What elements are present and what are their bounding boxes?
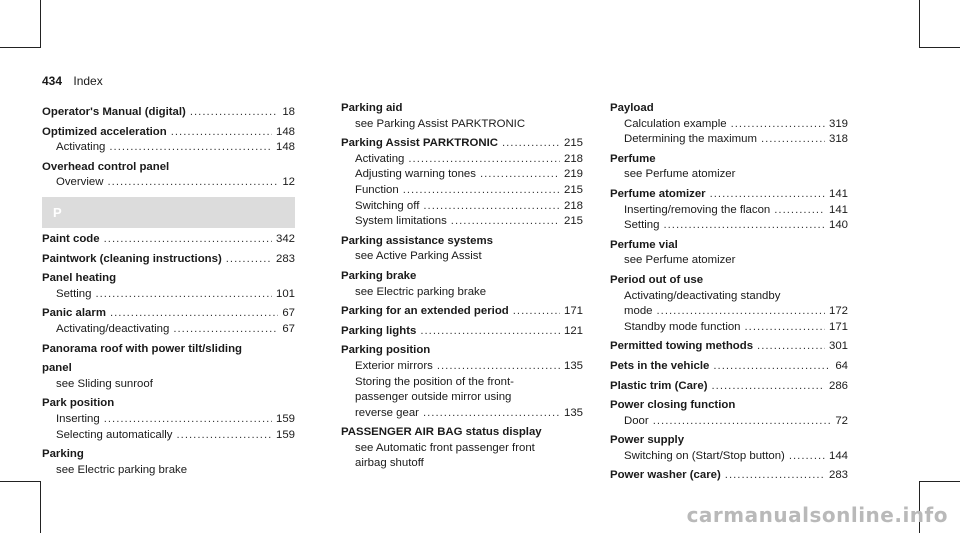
entry-text: Perfume bbox=[610, 152, 656, 165]
index-entry bbox=[42, 232, 295, 248]
entry-text: Power closing function bbox=[610, 399, 736, 412]
page-reference[interactable]: 159 bbox=[275, 412, 295, 425]
dot-leader bbox=[420, 324, 560, 340]
page-header bbox=[42, 74, 103, 88]
dot-leader bbox=[226, 252, 272, 268]
entry-text: Perfume vial bbox=[610, 238, 678, 251]
entry-text: see Electric parking brake bbox=[355, 285, 487, 298]
index-entry-continuation: Storing the position of the front- bbox=[355, 375, 514, 388]
entry-text: Parking brake bbox=[341, 269, 417, 282]
page-reference[interactable]: 141 bbox=[828, 187, 848, 200]
index-entry bbox=[341, 234, 583, 250]
index-subentry bbox=[341, 285, 583, 301]
entry-text: Plastic trim (Care) bbox=[610, 379, 708, 392]
entry-text: Inserting/removing the flacon bbox=[624, 203, 771, 216]
entry-text: Activating bbox=[56, 141, 106, 154]
index-entry bbox=[610, 433, 848, 449]
index-entry bbox=[341, 101, 583, 117]
index-group bbox=[42, 105, 295, 191]
page-reference[interactable]: 141 bbox=[828, 203, 848, 216]
entry-text: Selecting automatically bbox=[56, 428, 173, 441]
page-reference[interactable]: 218 bbox=[563, 152, 583, 165]
page-reference[interactable]: 18 bbox=[282, 106, 295, 118]
entry-text: Panorama roof with power tilt/sliding bbox=[42, 342, 242, 355]
page-reference[interactable]: 67 bbox=[282, 322, 295, 335]
page-reference[interactable]: 283 bbox=[828, 469, 848, 482]
index-subentry bbox=[610, 289, 848, 305]
index-subentry bbox=[341, 183, 583, 199]
crop-mark bbox=[0, 47, 41, 48]
index-entry bbox=[42, 306, 295, 322]
index-subentry bbox=[42, 463, 295, 479]
entry-text: Parking lights bbox=[341, 324, 417, 337]
index-subentry bbox=[610, 167, 848, 183]
page-reference[interactable]: 135 bbox=[563, 406, 583, 419]
index-subentry bbox=[610, 449, 848, 465]
index-subentry bbox=[42, 412, 295, 428]
entry-text: System limitations bbox=[355, 215, 447, 228]
index-group bbox=[42, 232, 295, 478]
dot-leader bbox=[171, 125, 272, 141]
entry-text: Park position bbox=[42, 397, 115, 410]
dot-leader bbox=[745, 320, 825, 336]
page-reference[interactable]: 342 bbox=[275, 232, 295, 245]
dot-leader bbox=[95, 287, 272, 303]
dot-leader bbox=[423, 199, 560, 215]
index-subentry bbox=[341, 359, 583, 375]
entry-text: Exterior mirrors bbox=[355, 359, 433, 372]
dot-leader bbox=[107, 175, 278, 191]
index-entry bbox=[42, 361, 295, 377]
dot-leader bbox=[480, 167, 560, 183]
entry-text: Door bbox=[624, 414, 649, 427]
entry-text: see Parking Assist PARKTRONIC bbox=[355, 117, 526, 130]
dot-leader bbox=[713, 359, 831, 375]
dot-leader bbox=[437, 359, 560, 375]
entry-text: Paint code bbox=[42, 232, 100, 245]
index-subentry bbox=[341, 214, 583, 230]
entry-text: Payload bbox=[610, 102, 654, 114]
page-reference[interactable]: 148 bbox=[275, 141, 295, 154]
index-entry bbox=[42, 342, 295, 358]
dot-leader bbox=[104, 232, 272, 248]
dot-leader bbox=[190, 105, 278, 121]
page-number: 434 bbox=[42, 74, 63, 88]
index-entry bbox=[341, 324, 583, 340]
crop-mark bbox=[0, 481, 41, 482]
entry-text: Overview bbox=[56, 176, 104, 189]
index-column-3 bbox=[610, 101, 848, 484]
index-entry bbox=[42, 396, 295, 412]
section-letter: P bbox=[53, 204, 62, 220]
entry-text: Overhead control panel bbox=[42, 160, 170, 173]
dot-leader bbox=[657, 304, 825, 320]
page-reference[interactable]: 319 bbox=[828, 117, 848, 130]
index-entry bbox=[610, 398, 848, 414]
entry-text: Activating/deactivating standby bbox=[624, 289, 781, 302]
dot-leader bbox=[761, 132, 825, 148]
page-reference[interactable]: 140 bbox=[828, 219, 848, 232]
dot-leader bbox=[104, 412, 272, 428]
entry-text: Paintwork (cleaning instructions) bbox=[42, 252, 222, 265]
page-reference[interactable]: 286 bbox=[828, 379, 848, 392]
entry-text: Parking assistance systems bbox=[341, 234, 493, 247]
page-reference[interactable]: 135 bbox=[563, 359, 583, 372]
dot-leader bbox=[725, 468, 825, 484]
index-subentry bbox=[341, 441, 583, 457]
entry-text: Switching on (Start/Stop button) bbox=[624, 449, 785, 462]
entry-text: Inserting bbox=[56, 412, 100, 425]
dot-leader bbox=[173, 322, 278, 338]
index-subentry bbox=[610, 117, 848, 133]
index-entry-continuation: passenger outside mirror using bbox=[355, 391, 512, 404]
dot-leader bbox=[757, 339, 825, 355]
index-entry bbox=[42, 447, 295, 463]
page-title: Index bbox=[73, 74, 103, 88]
entry-text: Determining the maximum bbox=[624, 133, 757, 146]
index-subentry bbox=[341, 117, 583, 133]
entry-text: PASSENGER AIR BAG status display bbox=[341, 426, 542, 439]
page-reference[interactable]: 64 bbox=[835, 359, 848, 372]
entry-text: Parking aid bbox=[341, 102, 403, 114]
index-entry bbox=[341, 269, 583, 285]
dot-leader bbox=[177, 428, 272, 444]
page-reference[interactable]: 301 bbox=[828, 340, 848, 353]
dot-leader bbox=[408, 152, 560, 168]
entry-text: Parking for an extended period bbox=[341, 305, 509, 318]
page-reference[interactable]: 159 bbox=[275, 428, 295, 441]
entry-text: Perfume atomizer bbox=[610, 187, 706, 200]
letter-section-header bbox=[42, 197, 295, 228]
dot-leader bbox=[710, 187, 825, 203]
index-entry-continuation: airbag shutoff bbox=[355, 457, 424, 470]
entry-text: see Automatic front passenger front bbox=[355, 441, 535, 454]
index-subentry bbox=[610, 320, 848, 336]
page-reference[interactable]: 215 bbox=[563, 183, 583, 196]
entry-text: Panel heating bbox=[42, 272, 117, 285]
entry-text: Operator's Manual (digital) bbox=[42, 106, 186, 118]
dot-leader bbox=[653, 414, 832, 430]
page-reference[interactable]: 144 bbox=[828, 449, 848, 462]
entry-text: Parking position bbox=[341, 344, 431, 357]
entry-text: mode bbox=[624, 305, 653, 318]
index-subentry bbox=[610, 218, 848, 234]
entry-text: Pets in the vehicle bbox=[610, 359, 710, 372]
entry-text: Activating bbox=[355, 152, 405, 165]
entry-text: Activating/deactivating bbox=[56, 322, 170, 335]
dot-leader bbox=[109, 140, 272, 156]
index-entry bbox=[610, 187, 848, 203]
index-entry bbox=[42, 160, 295, 176]
index-entry bbox=[42, 105, 295, 121]
index-entry bbox=[42, 125, 295, 141]
index-subentry bbox=[341, 249, 583, 265]
index-subentry bbox=[42, 287, 295, 303]
page-reference[interactable]: 215 bbox=[563, 215, 583, 228]
page-reference[interactable]: 215 bbox=[563, 137, 583, 150]
entry-text: Parking Assist PARKTRONIC bbox=[341, 137, 498, 150]
entry-text: Function bbox=[355, 183, 399, 196]
dot-leader bbox=[731, 117, 825, 133]
dot-leader bbox=[502, 136, 560, 152]
index-column-2 bbox=[341, 101, 583, 472]
entry-text: see Electric parking brake bbox=[56, 463, 188, 476]
dot-leader bbox=[513, 304, 560, 320]
dot-leader bbox=[451, 214, 560, 230]
index-entry bbox=[341, 304, 583, 320]
entry-text: Power supply bbox=[610, 434, 685, 447]
index-subentry bbox=[341, 152, 583, 168]
entry-text: Setting bbox=[624, 219, 660, 232]
crop-mark bbox=[919, 47, 960, 48]
entry-text: Panic alarm bbox=[42, 307, 106, 320]
index-subentry bbox=[610, 414, 848, 430]
entry-text: Permitted towing methods bbox=[610, 340, 754, 353]
dot-leader bbox=[789, 449, 825, 465]
entry-text: Parking bbox=[42, 448, 84, 461]
index-subentry bbox=[610, 132, 848, 148]
index-entry bbox=[341, 425, 583, 441]
entry-text: Adjusting warning tones bbox=[355, 168, 476, 181]
entry-text: Setting bbox=[56, 287, 92, 300]
index-subentry bbox=[610, 253, 848, 269]
index-subentry bbox=[610, 203, 848, 219]
entry-text: see Perfume atomizer bbox=[624, 254, 736, 267]
index-entry bbox=[42, 252, 295, 268]
index-subentry bbox=[341, 167, 583, 183]
dot-leader bbox=[110, 306, 278, 322]
dot-leader bbox=[663, 218, 825, 234]
index-entry bbox=[610, 359, 848, 375]
index-subentry bbox=[42, 428, 295, 444]
watermark: carmanualsonline.info bbox=[686, 503, 948, 527]
index-entry bbox=[610, 379, 848, 395]
crop-mark bbox=[919, 0, 920, 48]
dot-leader bbox=[774, 203, 825, 219]
page-reference[interactable]: 121 bbox=[563, 324, 583, 337]
dot-leader bbox=[423, 406, 560, 422]
index-subentry bbox=[42, 377, 295, 393]
page-reference[interactable]: 171 bbox=[828, 320, 848, 333]
dot-leader bbox=[712, 379, 825, 395]
page-reference[interactable]: 219 bbox=[563, 168, 583, 181]
index-entry bbox=[610, 152, 848, 168]
entry-text: Calculation example bbox=[624, 117, 727, 130]
dot-leader bbox=[403, 183, 560, 199]
entry-text: Switching off bbox=[355, 199, 420, 212]
index-entry bbox=[610, 238, 848, 254]
entry-text: Period out of use bbox=[610, 273, 704, 286]
index-entry bbox=[42, 271, 295, 287]
entry-text: Power washer (care) bbox=[610, 469, 721, 482]
page-reference[interactable]: 218 bbox=[563, 199, 583, 212]
page-reference[interactable]: 67 bbox=[282, 307, 295, 320]
entry-text: see Active Parking Assist bbox=[355, 250, 482, 263]
page-reference[interactable]: 148 bbox=[275, 125, 295, 138]
page-reference[interactable]: 171 bbox=[563, 305, 583, 318]
entry-text: see Perfume atomizer bbox=[624, 168, 736, 181]
page-reference[interactable]: 12 bbox=[282, 176, 295, 189]
index-entry bbox=[610, 101, 848, 117]
page-reference[interactable]: 318 bbox=[828, 133, 848, 146]
page-reference[interactable]: 72 bbox=[835, 414, 848, 427]
index-entry bbox=[610, 339, 848, 355]
crop-mark bbox=[40, 0, 41, 48]
index-column-1 bbox=[42, 101, 295, 478]
index-subentry bbox=[610, 304, 848, 320]
index-entry bbox=[341, 343, 583, 359]
index-subentry bbox=[341, 199, 583, 215]
index-subentry bbox=[341, 406, 583, 422]
page-reference[interactable]: 101 bbox=[275, 287, 295, 300]
page-reference[interactable]: 283 bbox=[275, 252, 295, 265]
index-subentry bbox=[42, 140, 295, 156]
crop-mark bbox=[40, 481, 41, 533]
entry-text: see Sliding sunroof bbox=[56, 377, 153, 390]
index-entry bbox=[610, 468, 848, 484]
entry-text: panel bbox=[42, 362, 72, 375]
index-entry bbox=[610, 273, 848, 289]
entry-text: Standby mode function bbox=[624, 320, 741, 333]
entry-text: Optimized acceleration bbox=[42, 125, 167, 138]
crop-mark bbox=[919, 481, 960, 482]
index-subentry bbox=[42, 175, 295, 191]
index-entry bbox=[341, 136, 583, 152]
entry-text: reverse gear bbox=[355, 406, 419, 419]
page-reference[interactable]: 172 bbox=[828, 305, 848, 318]
index-subentry bbox=[42, 322, 295, 338]
